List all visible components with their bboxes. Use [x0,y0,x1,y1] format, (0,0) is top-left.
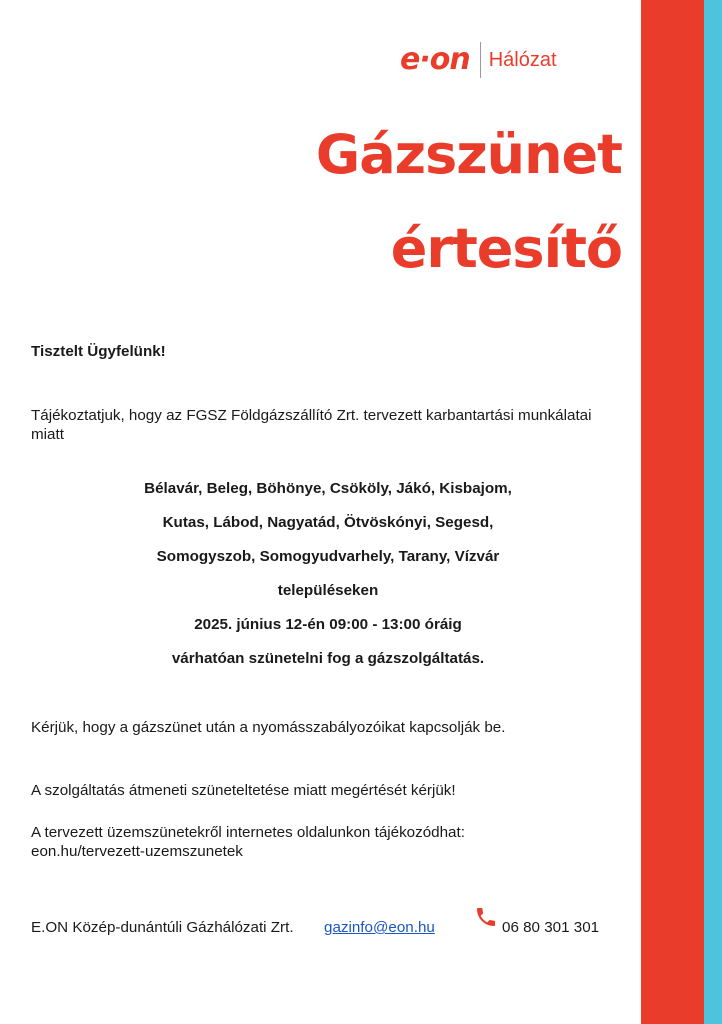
phone-icon [474,905,498,929]
eon-logo [400,40,557,80]
notice-line: várhatóan szünetelni fog a gázszolgáltatás. [171,650,485,667]
greeting: Tisztelt Ügyfelünk! [31,343,166,360]
notice-line: településeken [277,582,379,599]
footer-company: E.ON Közép-dunántúli Gázhálózati Zrt. [31,919,294,936]
logo-separator [480,42,481,78]
notice-line: Somogyszob, Somogyudvarhely, Tarany, Vízvár [156,548,500,565]
logo-subbrand: Hálózat [488,48,557,71]
page-title-line1: Gázszünet [315,123,622,186]
info-block [31,823,621,861]
info-url: eon.hu/tervezett-uzemszunetek [31,843,243,860]
logo-brand: e·on [400,42,470,77]
side-stripe-red [641,0,704,1024]
side-stripe-cyan [704,0,722,1024]
info-text: A tervezett üzemszünetekről internetes oldalunkon tájékozódhat: [31,824,465,841]
footer-phone: 06 80 301 301 [502,919,600,936]
notice-line: Kutas, Lábod, Nagyatád, Ötvöskónyi, Segesd, [162,514,494,531]
notice-block [31,479,625,683]
request-text: Kérjük, hogy a gázszünet után a nyomásszabályozóikat kapcsolják be. [31,719,506,736]
notice-line: Bélavár, Beleg, Böhönye, Csököly, Jákó, Kisbajom, [144,480,512,497]
footer-email-link[interactable]: gazinfo@eon.hu [324,919,435,936]
apology-text: A szolgáltatás átmeneti szüneteltetése miatt megértését kérjük! [31,782,456,799]
notice-line: 2025. június 12-én 09:00 - 13:00 óráig [194,616,462,633]
page-title-line2: értesítő [390,217,622,280]
intro-text: Tájékoztatjuk, hogy az FGSZ Földgázszállító Zrt. tervezett karbantartási munkálatai miatt [31,407,592,443]
